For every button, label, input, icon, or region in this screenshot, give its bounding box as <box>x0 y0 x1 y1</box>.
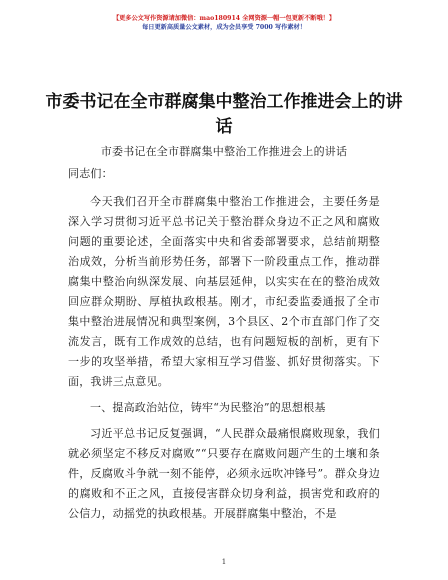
document-paragraph: 今天我们召开全市群腐集中整治工作推进会，主要任务是深入学习贯彻习近平总书记关于整治群众身边不正之风和腐败问题的重要论述，全面落实中央和省委部署要求，总结前期整治成效，分析当前形势任务，部署下一阶段重点工作，推动群腐集中整治向纵深发展、向基层延伸，以实实在在的整治成效回应群众期盼、厚植执政根基。刚才，市纪委监委通报了全市集中整治进展情况和典型案例，3个县区、2个市直部门作了交流发言，既有工作成效的总结，也有问题短板的剖析，更有下一步的攻坚举措，希望大家相互学习借鉴、抓好贯彻落实。下面，我讲三点意见。 <box>68 195 380 388</box>
promo-banner <box>0 14 448 32</box>
page-number: 1 <box>221 558 227 566</box>
document-body <box>68 142 380 524</box>
promo-banner-line-1: 【更多公文写作资源请加微信：mao180914 全网资源一帽一包更新不断哦！】 <box>112 15 336 22</box>
promo-banner-line-2: 每日更新高质量公文素材，成为会员享受 7000 写作素材！ <box>142 24 306 31</box>
document-title: 市委书记在全市群腐集中整治工作推进会上的讲话 <box>45 92 403 137</box>
document-greeting: 同志们： <box>68 167 113 180</box>
document-section-heading: 一、提高政治站位，铸牢“为民整治”的思想根基 <box>90 401 326 414</box>
document-paragraph: 习近平总书记反复强调，“人民群众最痛恨腐败现象，我们就必须坚定不移反对腐败”“只要存在腐败问题产生的土壤和条件，反腐败斗争就一刻不能停，必须永远吹冲锋号”。群众身边的腐败和不正之风，直接侵害群众切身利益，损害党和政府的公信力，动摇党的执政根基。开展群腐集中整治，不是 <box>68 427 380 520</box>
document-lead-line: 市委书记在全市群腐集中整治工作推进会上的讲话 <box>100 145 348 158</box>
